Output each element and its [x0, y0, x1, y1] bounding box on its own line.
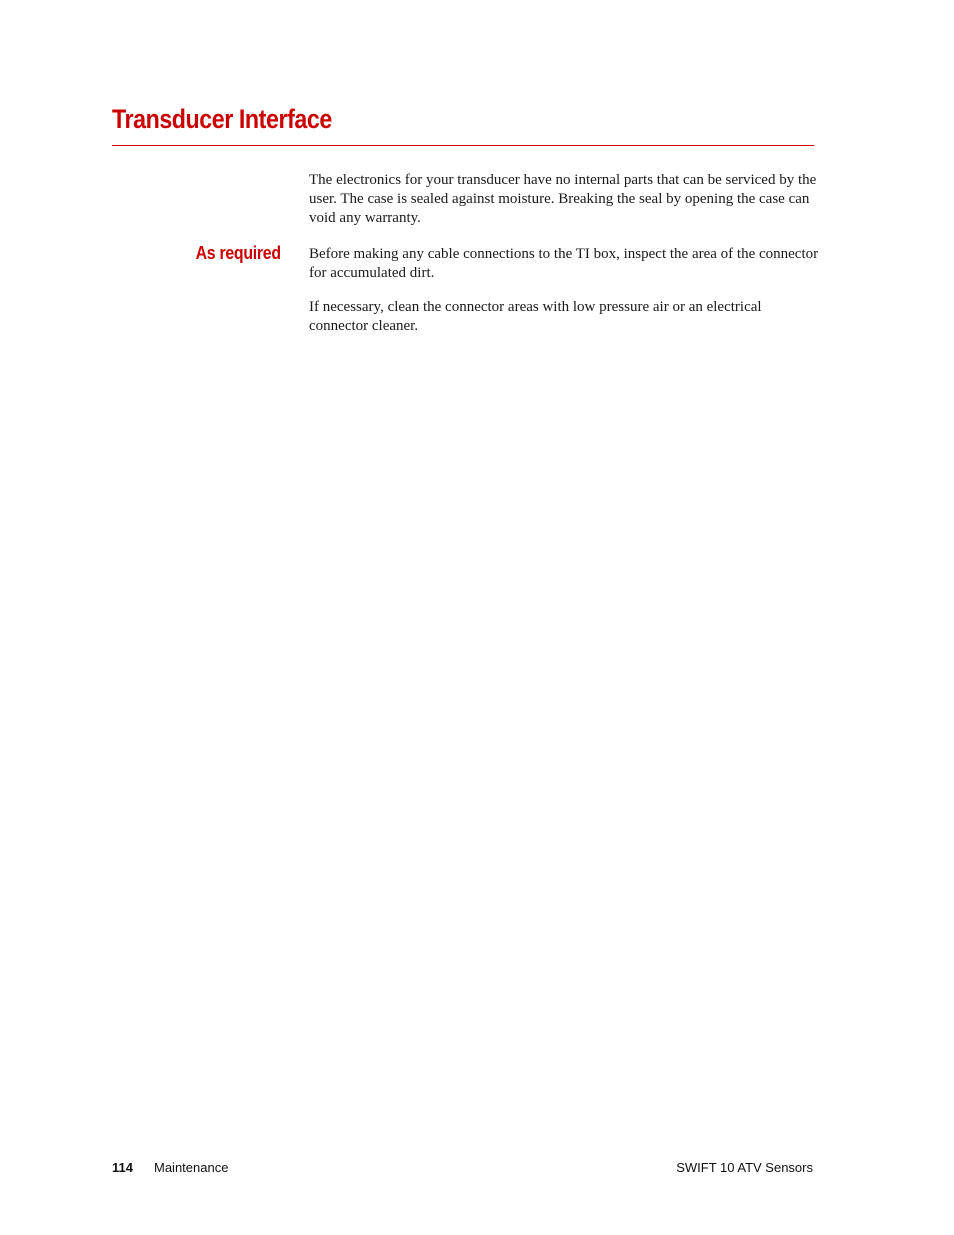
footer-section-name: Maintenance — [154, 1160, 229, 1175]
page-title: Transducer Interface — [112, 104, 332, 134]
footer-page-number: 114 — [112, 1160, 133, 1175]
intro-paragraph: The electronics for your transducer have no internal parts that can be serviced by the user. The case is sealed against moisture. Breaking the seal by opening the case can void any warranty. — [309, 172, 817, 226]
title-divider — [112, 145, 814, 146]
paragraph-clean-connector: If necessary, clean the connector areas with low pressure air or an electrical connector cleaner. — [309, 299, 762, 334]
footer-document-title: SWIFT 10 ATV Sensors — [676, 1160, 813, 1175]
side-heading-as-required: As required — [195, 243, 281, 263]
paragraph-inspect-connector: Before making any cable connections to the TI box, inspect the area of the connector for accumulated dirt. — [309, 246, 819, 281]
